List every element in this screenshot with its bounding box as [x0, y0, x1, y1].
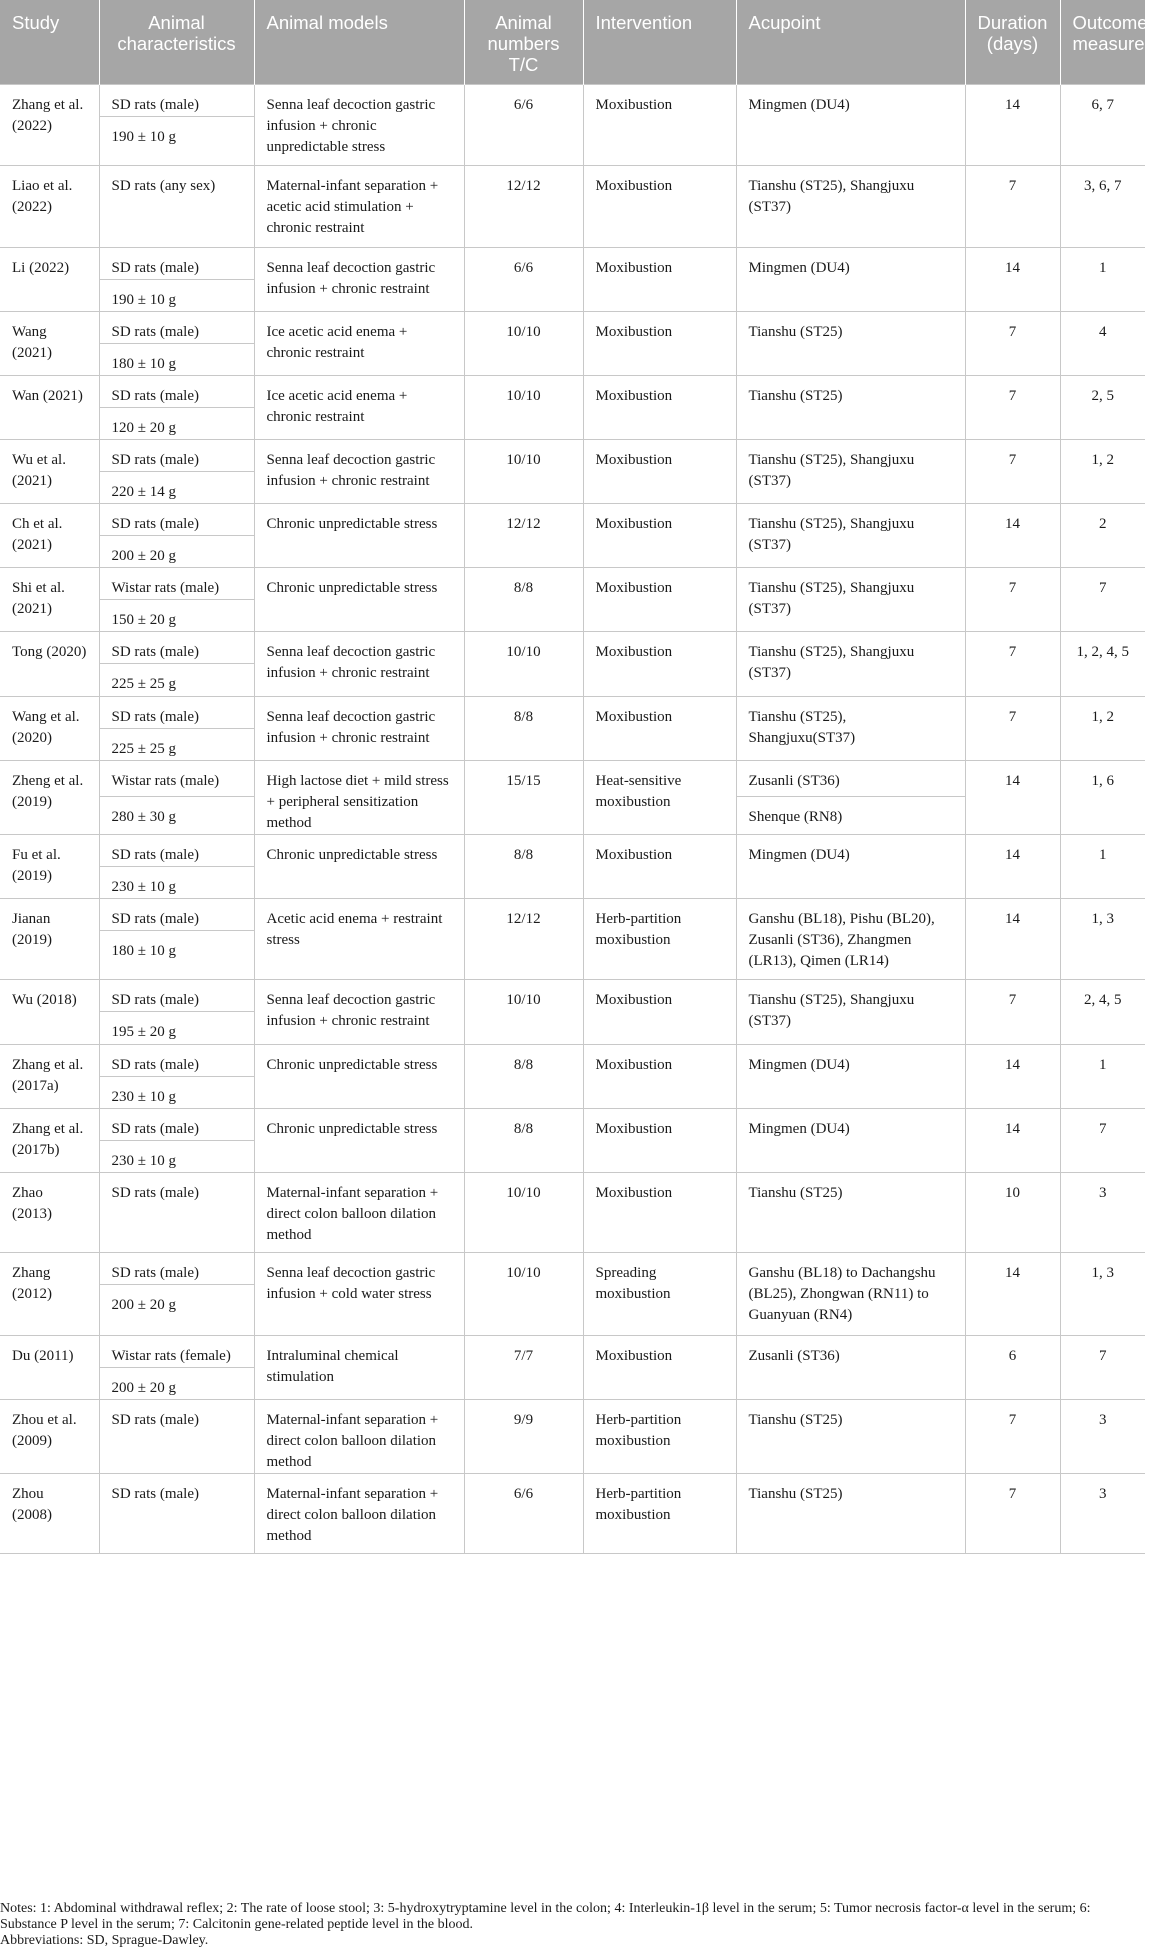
study-cell: Shi et al. (2021): [0, 567, 99, 631]
animal-model-cell: Senna leaf decoction gastric infusion + chronic restraint: [254, 247, 464, 311]
acupoint-cell: Tianshu (ST25), Shangjuxu (ST37): [736, 631, 965, 696]
study-cell: Wang et al. (2020): [0, 696, 99, 760]
intervention-cell: Moxibustion: [583, 696, 736, 760]
outcome-cell: 4: [1060, 311, 1145, 375]
intervention-cell: Moxibustion: [583, 1172, 736, 1252]
animal-model-cell: Acetic acid enema + restraint stress: [254, 898, 464, 979]
outcome-cell: 1, 2, 4, 5: [1060, 631, 1145, 696]
animal-weight-cell: 195 ± 20 g: [99, 1011, 254, 1044]
study-cell: Zhang (2012): [0, 1252, 99, 1335]
animal-numbers-cell: 10/10: [464, 439, 583, 503]
header-row: [0, 0, 1145, 84]
study-cell: Wu et al. (2021): [0, 439, 99, 503]
animal-weight-cell: 200 ± 20 g: [99, 1367, 254, 1399]
intervention-cell: Heat-sensitive moxibustion: [583, 760, 736, 834]
animal-weight-cell: 190 ± 10 g: [99, 116, 254, 165]
animal-strain-cell: SD rats (any sex): [99, 165, 254, 247]
study-cell: Zhang et al. (2017b): [0, 1108, 99, 1172]
intervention-cell: Herb-partition moxibustion: [583, 1473, 736, 1553]
duration-cell: 7: [965, 375, 1060, 439]
acupoint-cell: Mingmen (DU4): [736, 1044, 965, 1108]
acupoint-cell: Tianshu (ST25): [736, 1473, 965, 1553]
header-animal-numbers: Animal numbers T/C: [464, 0, 583, 84]
animal-strain-cell: SD rats (male): [99, 375, 254, 407]
animal-model-cell: Ice acetic acid enema + chronic restraint: [254, 375, 464, 439]
table-row: [0, 247, 1145, 279]
table-row: [0, 503, 1145, 535]
intervention-cell: Moxibustion: [583, 567, 736, 631]
study-cell: Zhang et al. (2017a): [0, 1044, 99, 1108]
study-cell: Zhou et al. (2009): [0, 1399, 99, 1473]
animal-weight-cell: 230 ± 10 g: [99, 1076, 254, 1108]
outcome-cell: 1: [1060, 834, 1145, 898]
animal-model-cell: Senna leaf decoction gastric infusion + chronic restraint: [254, 439, 464, 503]
acupoint-cell: Tianshu (ST25), Shangjuxu(ST37): [736, 696, 965, 760]
animal-numbers-cell: 10/10: [464, 375, 583, 439]
table-notes: [0, 1901, 1140, 1949]
animal-model-cell: Chronic unpredictable stress: [254, 834, 464, 898]
study-cell: Wan (2021): [0, 375, 99, 439]
animal-weight-cell: 230 ± 10 g: [99, 1140, 254, 1172]
acupoint-cell: Tianshu (ST25): [736, 1172, 965, 1252]
duration-cell: 7: [965, 979, 1060, 1044]
study-cell: Wu (2018): [0, 979, 99, 1044]
animal-weight-cell: 200 ± 20 g: [99, 1284, 254, 1335]
acupoint-cell: Ganshu (BL18), Pishu (BL20), Zusanli (ST36), Zhangmen (LR13), Qimen (LR14): [736, 898, 965, 979]
animal-numbers-cell: 8/8: [464, 696, 583, 760]
animal-numbers-cell: 12/12: [464, 898, 583, 979]
table-row: [0, 696, 1145, 728]
table-row: [0, 631, 1145, 663]
intervention-cell: Moxibustion: [583, 375, 736, 439]
animal-strain-cell: SD rats (male): [99, 311, 254, 343]
outcome-cell: 1, 3: [1060, 1252, 1145, 1335]
table-row: [0, 1335, 1145, 1367]
animal-model-cell: Senna leaf decoction gastric infusion + chronic unpredictable stress: [254, 84, 464, 165]
animal-numbers-cell: 9/9: [464, 1399, 583, 1473]
duration-cell: 7: [965, 439, 1060, 503]
animal-numbers-cell: 15/15: [464, 760, 583, 834]
animal-model-cell: Chronic unpredictable stress: [254, 503, 464, 567]
animal-weight-cell: 225 ± 25 g: [99, 728, 254, 760]
table-row: [0, 979, 1145, 1011]
acupoint-cell: Tianshu (ST25): [736, 311, 965, 375]
intervention-cell: Spreading moxibustion: [583, 1252, 736, 1335]
intervention-cell: Moxibustion: [583, 1335, 736, 1399]
acupoint-cell: Mingmen (DU4): [736, 834, 965, 898]
outcome-cell: 7: [1060, 1335, 1145, 1399]
header-outcome-measures: Outcome measures: [1060, 0, 1145, 84]
duration-cell: 14: [965, 760, 1060, 834]
animal-strain-cell: SD rats (male): [99, 631, 254, 663]
animal-model-cell: Senna leaf decoction gastric infusion + chronic restraint: [254, 979, 464, 1044]
intervention-cell: Moxibustion: [583, 631, 736, 696]
animal-weight-cell: 180 ± 10 g: [99, 930, 254, 979]
outcome-cell: 2, 4, 5: [1060, 979, 1145, 1044]
study-cell: Jianan (2019): [0, 898, 99, 979]
acupoint-cell: Ganshu (BL18) to Dachangshu (BL25), Zhongwan (RN11) to Guanyuan (RN4): [736, 1252, 965, 1335]
table-row: [0, 1399, 1145, 1473]
acupoint-cell-secondary: Shenque (RN8): [736, 796, 965, 834]
animal-numbers-cell: 10/10: [464, 1252, 583, 1335]
study-cell: Zhao (2013): [0, 1172, 99, 1252]
outcome-cell: 7: [1060, 567, 1145, 631]
acupoint-cell: Mingmen (DU4): [736, 1108, 965, 1172]
acupoint-cell: Tianshu (ST25), Shangjuxu (ST37): [736, 979, 965, 1044]
outcome-cell: 1, 2: [1060, 439, 1145, 503]
table-row: [0, 439, 1145, 471]
outcome-cell: 6, 7: [1060, 84, 1145, 165]
table-row: [0, 165, 1145, 247]
duration-cell: 14: [965, 898, 1060, 979]
animal-weight-cell: 280 ± 30 g: [99, 796, 254, 834]
acupoint-cell: Mingmen (DU4): [736, 247, 965, 311]
outcome-cell: 3: [1060, 1473, 1145, 1553]
duration-cell: 7: [965, 567, 1060, 631]
animal-strain-cell: SD rats (male): [99, 1044, 254, 1076]
animal-model-cell: Chronic unpredictable stress: [254, 567, 464, 631]
animal-weight-cell: 225 ± 25 g: [99, 663, 254, 696]
intervention-cell: Moxibustion: [583, 439, 736, 503]
animal-strain-cell: SD rats (male): [99, 247, 254, 279]
study-cell: Ch et al. (2021): [0, 503, 99, 567]
duration-cell: 7: [965, 311, 1060, 375]
animal-strain-cell: SD rats (male): [99, 439, 254, 471]
outcome-cell: 3: [1060, 1399, 1145, 1473]
study-cell: Tong (2020): [0, 631, 99, 696]
intervention-cell: Moxibustion: [583, 165, 736, 247]
intervention-cell: Moxibustion: [583, 503, 736, 567]
acupoint-cell: Mingmen (DU4): [736, 84, 965, 165]
study-cell: Fu et al. (2019): [0, 834, 99, 898]
study-cell: Wang (2021): [0, 311, 99, 375]
acupoint-cell: Tianshu (ST25): [736, 1399, 965, 1473]
animal-model-cell: Senna leaf decoction gastric infusion + cold water stress: [254, 1252, 464, 1335]
animal-model-cell: Chronic unpredictable stress: [254, 1044, 464, 1108]
header-duration: Duration (days): [965, 0, 1060, 84]
animal-numbers-cell: 6/6: [464, 247, 583, 311]
animal-model-cell: Maternal-infant separation + direct colon balloon dilation method: [254, 1399, 464, 1473]
outcome-cell: 1, 3: [1060, 898, 1145, 979]
animal-strain-cell: SD rats (male): [99, 979, 254, 1011]
animal-numbers-cell: 7/7: [464, 1335, 583, 1399]
animal-strain-cell: SD rats (male): [99, 84, 254, 116]
header-acupoint: Acupoint: [736, 0, 965, 84]
animal-numbers-cell: 6/6: [464, 84, 583, 165]
animal-weight-cell: 180 ± 10 g: [99, 343, 254, 375]
animal-weight-cell: 220 ± 14 g: [99, 471, 254, 503]
outcome-cell: 1: [1060, 247, 1145, 311]
acupoint-cell: Tianshu (ST25), Shangjuxu (ST37): [736, 439, 965, 503]
header-study: Study: [0, 0, 99, 84]
animal-numbers-cell: 8/8: [464, 834, 583, 898]
acupoint-cell: Zusanli (ST36): [736, 760, 965, 796]
duration-cell: 14: [965, 834, 1060, 898]
animal-strain-cell: SD rats (male): [99, 1473, 254, 1553]
outcome-cell: 7: [1060, 1108, 1145, 1172]
animal-numbers-cell: 12/12: [464, 165, 583, 247]
intervention-cell: Moxibustion: [583, 247, 736, 311]
study-cell: Zhou (2008): [0, 1473, 99, 1553]
animal-numbers-cell: 8/8: [464, 1044, 583, 1108]
header-intervention: Intervention: [583, 0, 736, 84]
animal-model-cell: Intraluminal chemical stimulation: [254, 1335, 464, 1399]
table-row: [0, 1108, 1145, 1140]
duration-cell: 7: [965, 165, 1060, 247]
duration-cell: 7: [965, 1473, 1060, 1553]
table-row: [0, 84, 1145, 116]
header-animal-models: Animal models: [254, 0, 464, 84]
animal-numbers-cell: 12/12: [464, 503, 583, 567]
duration-cell: 7: [965, 631, 1060, 696]
duration-cell: 14: [965, 84, 1060, 165]
intervention-cell: Moxibustion: [583, 979, 736, 1044]
acupoint-cell: Tianshu (ST25), Shangjuxu (ST37): [736, 503, 965, 567]
animal-numbers-cell: 10/10: [464, 979, 583, 1044]
table-row: [0, 1252, 1145, 1284]
intervention-cell: Moxibustion: [583, 311, 736, 375]
animal-strain-cell: SD rats (male): [99, 834, 254, 866]
animal-model-cell: Maternal-infant separation + direct colon balloon dilation method: [254, 1172, 464, 1252]
study-cell: Liao et al. (2022): [0, 165, 99, 247]
study-cell: Zhang et al. (2022): [0, 84, 99, 165]
table-body: [0, 84, 1145, 1553]
notes-text: Notes: 1: Abdominal withdrawal reflex; 2: The rate of loose stool; 3: 5-hydroxytryptamine level in the colon; 4: Interleukin-1β level in the serum; 5: Tumor necrosis factor-α level in the serum; 6: Substance P level in the serum; 7: Calcitonin gene-related peptide level in the blood.: [0, 1901, 1091, 1932]
animal-strain-cell: Wistar rats (female): [99, 1335, 254, 1367]
outcome-cell: 1, 6: [1060, 760, 1145, 834]
outcome-cell: 3, 6, 7: [1060, 165, 1145, 247]
animal-weight-cell: 120 ± 20 g: [99, 407, 254, 439]
duration-cell: 7: [965, 1399, 1060, 1473]
intervention-cell: Moxibustion: [583, 1108, 736, 1172]
animal-strain-cell: Wistar rats (male): [99, 760, 254, 796]
outcome-cell: 3: [1060, 1172, 1145, 1252]
animal-model-cell: Senna leaf decoction gastric infusion + chronic restraint: [254, 696, 464, 760]
animal-model-cell: High lactose diet + mild stress + peripheral sensitization method: [254, 760, 464, 834]
animal-numbers-cell: 10/10: [464, 1172, 583, 1252]
animal-model-cell: Chronic unpredictable stress: [254, 1108, 464, 1172]
duration-cell: 14: [965, 1044, 1060, 1108]
table-row: [0, 760, 1145, 796]
duration-cell: 14: [965, 1252, 1060, 1335]
animal-strain-cell: SD rats (male): [99, 503, 254, 535]
outcome-cell: 1: [1060, 1044, 1145, 1108]
animal-numbers-cell: 10/10: [464, 631, 583, 696]
animal-weight-cell: 230 ± 10 g: [99, 866, 254, 898]
intervention-cell: Moxibustion: [583, 84, 736, 165]
acupoint-cell: Tianshu (ST25), Shangjuxu (ST37): [736, 567, 965, 631]
acupoint-cell: Tianshu (ST25): [736, 375, 965, 439]
outcome-cell: 1, 2: [1060, 696, 1145, 760]
outcome-cell: 2, 5: [1060, 375, 1145, 439]
animal-numbers-cell: 10/10: [464, 311, 583, 375]
intervention-cell: Moxibustion: [583, 834, 736, 898]
animal-model-cell: Maternal-infant separation + acetic acid stimulation + chronic restraint: [254, 165, 464, 247]
acupoint-cell: Tianshu (ST25), Shangjuxu (ST37): [736, 165, 965, 247]
table-row: [0, 898, 1145, 930]
table-row: [0, 375, 1145, 407]
table-row: [0, 567, 1145, 599]
outcome-cell: 2: [1060, 503, 1145, 567]
duration-cell: 10: [965, 1172, 1060, 1252]
table-row: [0, 1172, 1145, 1252]
acupoint-cell: Zusanli (ST36): [736, 1335, 965, 1399]
duration-cell: 6: [965, 1335, 1060, 1399]
study-cell: Li (2022): [0, 247, 99, 311]
animal-numbers-cell: 8/8: [464, 567, 583, 631]
animal-numbers-cell: 8/8: [464, 1108, 583, 1172]
duration-cell: 14: [965, 247, 1060, 311]
animal-strain-cell: SD rats (male): [99, 898, 254, 930]
intervention-cell: Herb-partition moxibustion: [583, 1399, 736, 1473]
animal-weight-cell: 200 ± 20 g: [99, 535, 254, 567]
table-row: [0, 311, 1145, 343]
table-row: [0, 834, 1145, 866]
animal-model-cell: Ice acetic acid enema + chronic restraint: [254, 311, 464, 375]
duration-cell: 7: [965, 696, 1060, 760]
animal-weight-cell: 150 ± 20 g: [99, 599, 254, 631]
animal-model-cell: Maternal-infant separation + direct colon balloon dilation method: [254, 1473, 464, 1553]
table-header: [0, 0, 1154, 84]
animal-strain-cell: SD rats (male): [99, 1399, 254, 1473]
abbreviations-text: Abbreviations: SD, Sprague-Dawley.: [0, 1933, 209, 1948]
study-cell: Zheng et al. (2019): [0, 760, 99, 834]
table-row: [0, 1044, 1145, 1076]
table-row: [0, 1473, 1145, 1553]
animal-strain-cell: SD rats (male): [99, 1172, 254, 1252]
animal-weight-cell: 190 ± 10 g: [99, 279, 254, 311]
duration-cell: 14: [965, 1108, 1060, 1172]
intervention-cell: Moxibustion: [583, 1044, 736, 1108]
animal-model-cell: Senna leaf decoction gastric infusion + chronic restraint: [254, 631, 464, 696]
animal-strain-cell: SD rats (male): [99, 1252, 254, 1284]
duration-cell: 14: [965, 503, 1060, 567]
animal-strain-cell: SD rats (male): [99, 1108, 254, 1140]
animal-strain-cell: Wistar rats (male): [99, 567, 254, 599]
header-animal-characteristics: Animal characteristics: [99, 0, 254, 84]
animal-strain-cell: SD rats (male): [99, 696, 254, 728]
animal-numbers-cell: 6/6: [464, 1473, 583, 1553]
intervention-cell: Herb-partition moxibustion: [583, 898, 736, 979]
study-cell: Du (2011): [0, 1335, 99, 1399]
